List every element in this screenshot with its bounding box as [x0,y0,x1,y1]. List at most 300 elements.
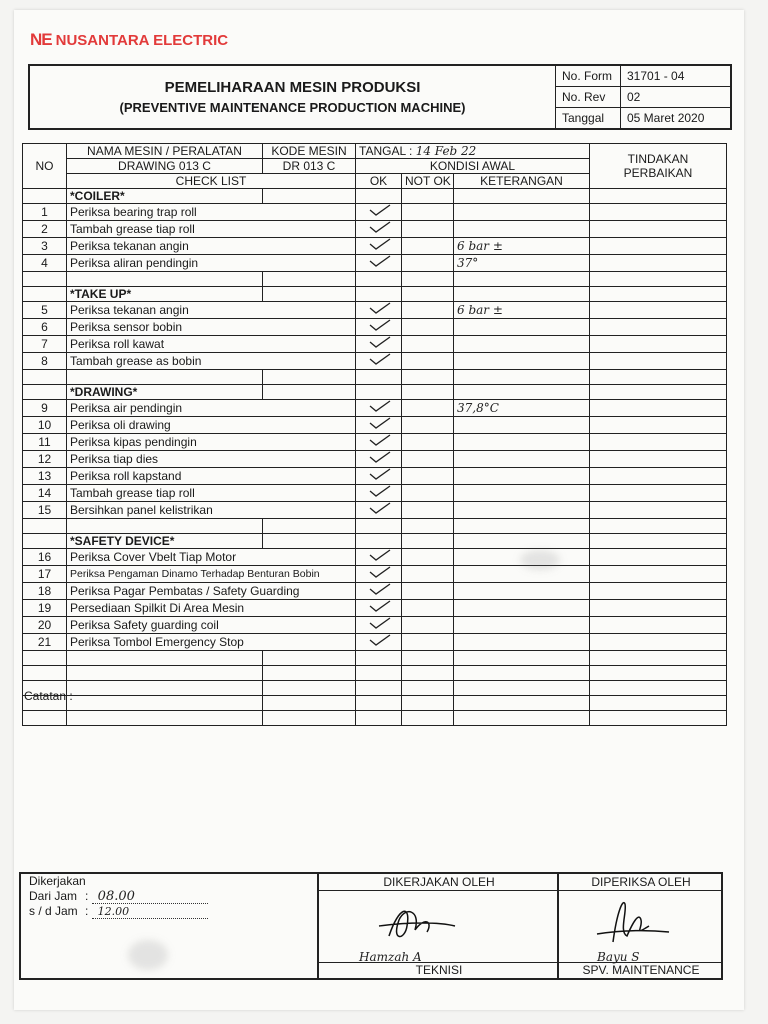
item-no: 3 [23,238,67,255]
kondisi-awal: KONDISI AWAL [356,159,590,174]
blank-cell [263,370,356,385]
item-no: 8 [23,353,67,370]
teknisi-signature-icon [369,896,459,948]
blank-cell [454,519,590,534]
dikerjakan-oleh-label: DIKERJAKAN OLEH [319,875,559,891]
tindakan-cell [590,617,727,634]
table-row [23,468,727,485]
keterangan-value [454,566,590,583]
checklist-header: CHECK LIST [67,174,356,189]
blank-cell [454,272,590,287]
rev-value: 02 [621,86,733,107]
checkmark-icon [366,549,392,562]
item-text: Periksa tekanan angin [67,302,356,319]
rev-label: No. Rev [556,86,621,107]
not-ok-cell [402,302,454,319]
item-text: Periksa Pengaman Dinamo Terhadap Benturan Bobin [67,566,356,583]
col-no: NO [23,144,67,189]
section-cell [402,534,454,549]
code-label: KODE MESIN [263,144,356,159]
tindakan-cell [590,238,727,255]
dari-jam-label: Dari Jam [29,889,78,903]
item-no: 7 [23,336,67,353]
ok-check [356,434,402,451]
section-cell [263,287,356,302]
blank-cell [590,519,727,534]
section-no [23,287,67,302]
spv-signature-icon [593,892,673,950]
not-ok-cell [402,204,454,221]
keterangan-value [454,451,590,468]
item-text: Periksa roll kawat [67,336,356,353]
item-text: Periksa air pendingin [67,400,356,417]
checkmark-icon [366,485,392,498]
blank-row [23,666,727,681]
ok-check [356,485,402,502]
section-cell [356,189,402,204]
keterangan-value: 6 bar ± [454,302,590,319]
section-title: *TAKE UP* [67,287,263,302]
blank-cell [402,272,454,287]
tangal-cell [356,144,590,159]
blank-cell [356,651,402,666]
blank-row [23,272,727,287]
section-cell [454,189,590,204]
dari-jam-field [92,890,208,904]
machine-value: DRAWING 013 C [67,159,263,174]
footer-box [19,872,723,980]
blank-cell [590,711,727,726]
form-no-value: 31701 - 04 [621,66,733,86]
blank-cell [402,711,454,726]
item-no: 14 [23,485,67,502]
not-ok-cell [402,549,454,566]
section-cell [402,385,454,400]
spv-name: Bayu S [597,950,640,964]
not-ok-cell [402,451,454,468]
keterangan-value [454,583,590,600]
blank-cell [356,519,402,534]
section-cell [263,385,356,400]
dikerjakan-label: Dikerjakan [29,874,86,888]
item-no: 11 [23,434,67,451]
blank-cell [454,681,590,696]
title-line-2: (PREVENTIVE MAINTENANCE PRODUCTION MACHINE) [119,100,466,115]
checkmark-icon [366,400,392,413]
blank-cell [402,519,454,534]
checkmark-icon [366,353,392,366]
blank-cell [67,666,263,681]
section-cell [263,534,356,549]
not-ok-cell [402,319,454,336]
tangal-hw: 14 Feb 22 [415,144,477,158]
tindakan-cell [590,353,727,370]
not-ok-cell [402,468,454,485]
blank-row [23,711,727,726]
blank-row [23,651,727,666]
ok-check [356,600,402,617]
section-cell [402,189,454,204]
section-no [23,189,67,204]
teknisi-name: Hamzah A [359,950,422,964]
ok-check [356,417,402,434]
sd-jam-label: s / d Jam [29,904,78,918]
blank-cell [402,651,454,666]
form-no-label: No. Form [556,66,621,86]
item-text: Persediaan Spilkit Di Area Mesin [67,600,356,617]
blank-cell [356,666,402,681]
blank-cell [263,711,356,726]
not-ok-cell [402,583,454,600]
item-no: 16 [23,549,67,566]
keterangan-value [454,204,590,221]
section-cell [402,287,454,302]
ok-check [356,319,402,336]
item-no: 4 [23,255,67,272]
checkmark-icon [366,238,392,251]
item-text: Periksa aliran pendingin [67,255,356,272]
keterangan-value [454,417,590,434]
tindakan-cell [590,204,727,221]
not-ok-cell [402,417,454,434]
checkmark-icon [366,634,392,647]
blank-cell [402,681,454,696]
blank-cell [23,519,67,534]
blank-cell [454,370,590,385]
section-cell [356,287,402,302]
not-ok-cell [402,238,454,255]
blank-cell [263,681,356,696]
item-text: Tambah grease tiap roll [67,221,356,238]
tindakan-cell [590,485,727,502]
keterangan-header: KETERANGAN [454,174,590,189]
checkmark-icon [366,600,392,613]
item-text: Bersihkan panel kelistrikan [67,502,356,519]
ok-check [356,255,402,272]
item-no: 10 [23,417,67,434]
blank-cell [356,370,402,385]
table-row [23,600,727,617]
not-ok-cell [402,617,454,634]
item-no: 18 [23,583,67,600]
not-ok-cell [402,400,454,417]
blank-cell [23,666,67,681]
table-row [23,319,727,336]
stain-mark [520,550,560,570]
item-text: Tambah grease as bobin [67,353,356,370]
table-row [23,238,727,255]
section-cell [590,189,727,204]
item-no: 17 [23,566,67,583]
ok-check [356,238,402,255]
keterangan-value [454,353,590,370]
keterangan-value [454,319,590,336]
checkmark-icon [366,434,392,447]
table-row [23,255,727,272]
section-cell [356,534,402,549]
item-no: 13 [23,468,67,485]
tindakan-cell [590,549,727,566]
section-row [23,189,727,204]
item-no: 9 [23,400,67,417]
ok-check [356,502,402,519]
ok-check [356,204,402,221]
checkmark-icon [366,302,392,315]
item-text: Periksa Pagar Pembatas / Safety Guarding [67,583,356,600]
table-row [23,400,727,417]
teknisi-label: TEKNISI [319,962,559,978]
blank-cell [454,711,590,726]
blank-cell [67,681,263,696]
not-ok-cell [402,485,454,502]
item-text: Periksa tiap dies [67,451,356,468]
section-row [23,287,727,302]
blank-row [23,696,727,711]
item-no: 1 [23,204,67,221]
ok-check [356,353,402,370]
tindakan-cell [590,600,727,617]
catatan-label: Catatan : [24,689,73,703]
section-no [23,534,67,549]
blank-cell [23,651,67,666]
blank-cell [23,711,67,726]
ok-check [356,549,402,566]
blank-cell [356,696,402,711]
checkmark-icon [366,566,392,579]
blank-cell [454,696,590,711]
table-row [23,583,727,600]
blank-cell [356,681,402,696]
dari-jam-row: Dari Jam : 08.00 [29,889,208,904]
tindakan-cell [590,566,727,583]
ok-check [356,617,402,634]
tindakan-cell [590,400,727,417]
blank-cell [402,370,454,385]
blank-cell [454,651,590,666]
table-row [23,566,727,583]
ok-header: OK [356,174,402,189]
blank-cell [590,696,727,711]
blank-cell [263,696,356,711]
section-cell [590,287,727,302]
tindakan-cell [590,336,727,353]
checkmark-icon [366,617,392,630]
blank-row [23,681,727,696]
section-title: *SAFETY DEVICE* [67,534,263,549]
blank-cell [67,696,263,711]
title-line-1: PEMELIHARAAN MESIN PRODUKSI [164,79,421,96]
tindakan-cell [590,468,727,485]
ok-check [356,583,402,600]
form-header [28,64,732,130]
form-meta [555,66,732,128]
blank-cell [67,370,263,385]
logo-mark: NE [30,30,52,49]
ok-check [356,634,402,651]
blank-row [23,370,727,385]
keterangan-value [454,485,590,502]
blank-cell [590,666,727,681]
item-text: Periksa oli drawing [67,417,356,434]
keterangan-value [454,221,590,238]
keterangan-value [454,600,590,617]
item-no: 15 [23,502,67,519]
not-ok-header: NOT OK [402,174,454,189]
checkmark-icon [366,319,392,332]
table-row [23,485,727,502]
tangal-label: TANGAL : [359,144,413,158]
section-no [23,385,67,400]
blank-cell [263,519,356,534]
section-cell [454,287,590,302]
checkmark-icon [366,451,392,464]
blank-cell [590,651,727,666]
item-text: Tambah grease tiap roll [67,485,356,502]
tindakan-cell [590,319,727,336]
section-cell [454,385,590,400]
blank-cell [590,272,727,287]
blank-cell [590,681,727,696]
section-title: *COILER* [67,189,263,204]
ok-check [356,468,402,485]
tindakan-line-2: PERBAIKAN [623,166,693,180]
not-ok-cell [402,502,454,519]
item-no: 20 [23,617,67,634]
company-logo [30,30,228,50]
item-no: 2 [23,221,67,238]
item-text: Periksa Safety guarding coil [67,617,356,634]
blank-cell [67,272,263,287]
ok-check [356,302,402,319]
table-row [23,353,727,370]
keterangan-value [454,617,590,634]
blank-cell [67,519,263,534]
tindakan-cell [590,502,727,519]
blank-cell [263,666,356,681]
item-text: Periksa tekanan angin [67,238,356,255]
dikerjakan-oleh-box [317,874,559,978]
ok-check [356,336,402,353]
blank-cell [263,272,356,287]
sd-jam-row: s / d Jam : 12.00 [29,904,208,919]
table-row [23,549,727,566]
diperiksa-oleh-box [557,874,723,978]
not-ok-cell [402,434,454,451]
ok-check [356,566,402,583]
not-ok-cell [402,634,454,651]
keterangan-value [454,468,590,485]
tindakan-cell [590,451,727,468]
blank-cell [23,370,67,385]
item-text: Periksa sensor bobin [67,319,356,336]
work-time [29,874,208,919]
keterangan-value: 6 bar ± [454,238,590,255]
section-cell [590,385,727,400]
table-row [23,634,727,651]
ok-check [356,400,402,417]
section-cell [590,534,727,549]
table-row [23,417,727,434]
keterangan-value [454,502,590,519]
checkmark-icon [366,468,392,481]
stain-mark [128,940,168,970]
checkmark-icon [366,336,392,349]
blank-cell [454,666,590,681]
section-title: *DRAWING* [67,385,263,400]
sd-jam-value: 12.00 [97,905,130,918]
item-text: Periksa kipas pendingin [67,434,356,451]
not-ok-cell [402,221,454,238]
tindakan-cell [590,634,727,651]
col-tindakan [590,144,727,189]
form-title [30,78,555,118]
blank-cell [402,696,454,711]
not-ok-cell [402,566,454,583]
tindakan-cell [590,221,727,238]
checkmark-icon [366,255,392,268]
ok-check [356,221,402,238]
dari-jam-value: 08.00 [97,889,135,904]
item-text: Periksa roll kapstand [67,468,356,485]
table-row [23,336,727,353]
machine-label: NAMA MESIN / PERALATAN [67,144,263,159]
keterangan-value: 37° [454,255,590,272]
tindakan-line-1: TINDAKAN [627,152,689,166]
section-cell [263,189,356,204]
item-no: 19 [23,600,67,617]
item-no: 21 [23,634,67,651]
code-value: DR 013 C [263,159,356,174]
item-text: Periksa Tombol Emergency Stop [67,634,356,651]
table-row [23,221,727,238]
diperiksa-oleh-label: DIPERIKSA OLEH [559,875,723,891]
tindakan-cell [590,583,727,600]
tindakan-cell [590,417,727,434]
keterangan-value [454,434,590,451]
not-ok-cell [402,600,454,617]
table-row [23,451,727,468]
checklist-table [22,143,727,726]
sd-jam-field [92,905,208,919]
item-no: 5 [23,302,67,319]
section-cell [454,534,590,549]
checkmark-icon [366,417,392,430]
tindakan-cell [590,255,727,272]
checkmark-icon [366,502,392,515]
blank-cell [23,272,67,287]
section-cell [356,385,402,400]
checkmark-icon [366,221,392,234]
date-label: Tanggal [556,108,621,128]
section-row [23,385,727,400]
spv-label: SPV. MAINTENANCE [559,962,723,978]
keterangan-value: 37,8°C [454,400,590,417]
tindakan-cell [590,302,727,319]
blank-cell [67,711,263,726]
table-row [23,502,727,519]
table-row [23,302,727,319]
checkmark-icon [366,204,392,217]
keterangan-value [454,634,590,651]
table-row [23,617,727,634]
checkmark-icon [366,583,392,596]
item-text: Periksa Cover Vbelt Tiap Motor [67,549,356,566]
date-value: 05 Maret 2020 [621,108,733,128]
tindakan-cell [590,434,727,451]
item-no: 12 [23,451,67,468]
blank-cell [356,272,402,287]
blank-row [23,519,727,534]
